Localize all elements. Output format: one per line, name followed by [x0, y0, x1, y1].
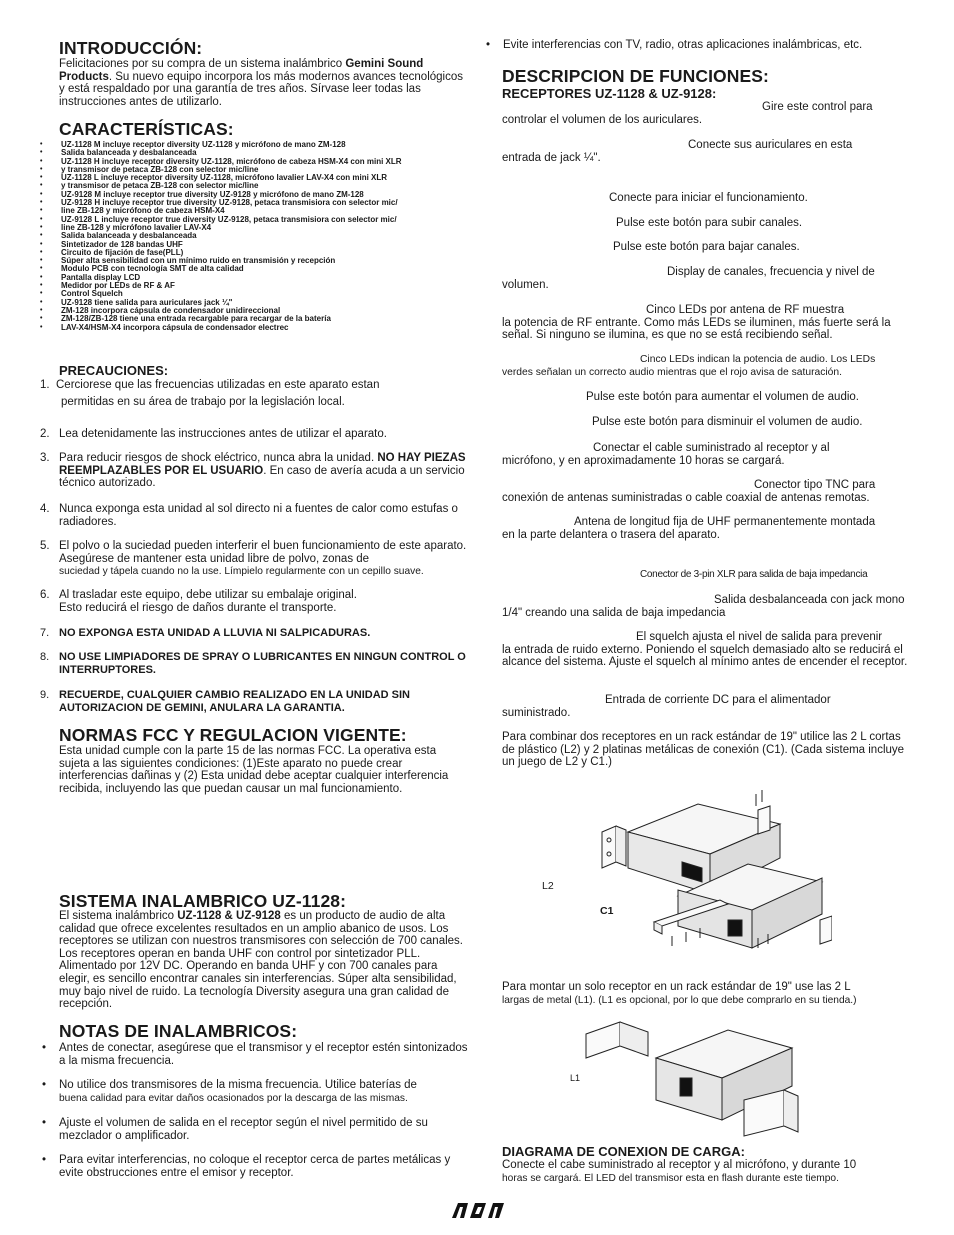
features-list: [40, 141, 402, 332]
single-rack-mount-diagram: [576, 1016, 806, 1140]
system-title: SISTEMA INALAMBRICO UZ-1128:: [59, 891, 347, 911]
feature-item: • y transmisor de petaca ZB-128 con selector mic/line: [40, 166, 402, 174]
feature-item: • Salida balanceada y desbalanceada: [40, 149, 402, 157]
feature-item: • Sintetizador de 128 bandas UHF: [40, 241, 402, 249]
dual-rack-mount-diagram: [532, 784, 832, 954]
note-item-2: • No utilice dos transmisores de la misma frecuencia. Utilice baterías de buena calidad para evitar daños ocasionados por la descarga de las mismas.: [42, 1079, 417, 1104]
charge-diagram-title: DIAGRAMA DE CONEXION DE CARGA:: [502, 1144, 745, 1159]
single-rack-text: Para montar un solo receptor en un rack estándar de 19" use las 2 L largas de metal (L1). (L1 es opcional, por lo que debe comprarlo en su tienda.): [502, 981, 857, 1006]
note-item-3: • Ajuste el volumen de salida en el receptor según el nivel permitido de su mezclador o amplificador.: [42, 1117, 428, 1142]
rack-text: Para combinar dos receptores en un rack estándar de 19" utilice las 2 L cortas de plástico (L2) y 2 platinas metálicas de conexión (C1). (Cada sistema incluye un juego de L2 y C1.): [502, 731, 905, 769]
feature-item: • UZ-1128 L incluye receptor diversity UZ-1128, micrófono lavalier LAV-X4 con mini XLR: [40, 174, 402, 182]
function-display: Display de canales, frecuencia y nivel de volumen.: [502, 266, 875, 291]
feature-item: • Modulo PCB con tecnología SMT de alta calidad: [40, 265, 402, 273]
feature-item: • UZ-1128 M incluye receptor diversity UZ-1128 y micrófono de mano ZM-128: [40, 141, 402, 149]
function-dc-input: Entrada de corriente DC para el alimentador suministrado.: [502, 694, 831, 719]
precaution-item-9: 9. RECUERDE, CUALQUIER CAMBIO REALIZADO EN LA UNIDAD SIN AUTORIZACION DE GEMINI, ANULARA LA GARANTIA.: [40, 689, 410, 714]
feature-item: • y transmisor de petaca ZB-128 con selector mic/line: [40, 182, 402, 190]
label-l1: L1: [570, 1073, 581, 1083]
notes-title: NOTAS DE INALAMBRICOS:: [59, 1021, 298, 1041]
brand-name: Gemini Sound Products: [59, 58, 424, 83]
feature-item: • line ZB-128 y micrófono lavalier LAV-X4: [40, 224, 402, 232]
feature-item: • Control Squelch: [40, 290, 402, 298]
function-power: Conecte para iniciar el funcionamiento.: [609, 192, 808, 204]
feature-item: • line ZB-128 y micrófono de cabeza HSM-X4: [40, 207, 402, 215]
feature-item: • ZM-128/ZB-128 tiene una entrada recargable para recargar de la batería: [40, 315, 402, 323]
feature-item: • UZ-1128 H incluye receptor diversity UZ-1128, micrófono de cabeza HSM-X4 con mini XLR: [40, 158, 402, 166]
feature-item: • UZ-9128 tiene salida para auriculares jack ¼": [40, 299, 402, 307]
function-tnc: Conector tipo TNC para conexión de antenas suministradas o cable coaxial de antenas remotas.: [502, 479, 876, 504]
feature-item: • UZ-9128 H incluye receptor true diversity UZ-9128, petaca transmisiora con selector mic/: [40, 199, 402, 207]
function-af-leds: Cinco LEDs indican la potencia de audio. Los LEDs verdes señalan un correcto audio mientras que el rojo avisa de saturación.: [502, 354, 876, 378]
feature-item: • Pantalla display LCD: [40, 274, 402, 282]
fcc-title: NORMAS FCC Y REGULACION VIGENTE:: [59, 725, 407, 745]
feature-item: • UZ-9128 L incluye receptor true diversity UZ-9128, petaca transmisiora con selector mic/: [40, 216, 402, 224]
precaution-item-4: 4. Nunca exponga esta unidad al sol directo ni a fuentes de calor como estufas o radiadores.: [40, 503, 458, 528]
precautions-title: PRECAUCIONES:: [59, 363, 169, 378]
features-title: CARACTERÍSTICAS:: [59, 119, 234, 139]
functions-title: DESCRIPCION DE FUNCIONES:: [502, 66, 769, 86]
page-logo-icon: [450, 1200, 506, 1220]
note-item-1: • Antes de conectar, asegúrese que el transmisor y el receptor estén sintonizados a la misma frecuencia.: [42, 1042, 468, 1067]
function-headphone-volume: Gire este control para controlar el volumen de los auriculares.: [502, 101, 873, 126]
feature-item: • UZ-9128 M incluye receptor true diversity UZ-9128 y micrófono de mano ZM-128: [40, 191, 402, 199]
fcc-text: Esta unidad cumple con la parte 15 de las normas FCC. La operativa esta sujeta a las siguientes condiciones: (1)Este aparato no puede crear interferencias dañinas y (2) Esta unidad debe aceptar cualquier interferencia recibida, incluyendo las que puedan causar un mal funcionamiento.: [59, 745, 449, 795]
function-xlr: Conector de 3-pin XLR para salida de baja impedancia: [640, 569, 868, 580]
function-jack-out: Salida desbalanceada con jack mono 1/4" creando una salida de baja impedancia: [502, 594, 905, 619]
function-headphone-jack: Conecte sus auriculares en esta entrada de jack ¼".: [502, 139, 853, 164]
precaution-item-3: 3. Para reducir riesgos de shock eléctrico, nunca abra la unidad. NO HAY PIEZAS REEMPLAZABLES POR EL USUARIO. En caso de avería acuda a un servicio técnico autorizado.: [40, 452, 466, 490]
intro-title: INTRODUCCIÓN:: [59, 38, 203, 58]
feature-item: • ZM-128 incorpora cápsula de condensador unidireccional: [40, 307, 402, 315]
function-antenna: Antena de longitud fija de UHF permanentemente montada en la parte delantera o trasera del aparato.: [502, 516, 876, 541]
intro-text: Felicitaciones por su compra de un sistema inalámbrico Gemini Sound Products. Su nuevo equipo incorpora los más modernos avances tecnológicos y está respaldado por una garantía de tres años. Sírvase leer todas las instrucciones antes de utilizarlo.: [59, 58, 463, 108]
function-rf-leds: Cinco LEDs por antena de RF muestra la potencia de RF entrante. Como más LEDs se iluminen, más fuerte será la señal. Si ninguno se ilumina, es que no se está recibiendo señal.: [502, 304, 891, 342]
precaution-item-5: 5. El polvo o la suciedad pueden interferir el buen funcionamiento de este aparato. Asegúrese de mantener esta unidad libre de polvo, zonas de suciedad y tápela cuando no la use. Límpielo regularmente con un cepillo suave.: [40, 540, 467, 578]
system-text: El sistema inalámbrico UZ-1128 & UZ-9128 es un producto de audio de alta calidad que ofrece excelentes resultados en un amplio abanico de usos. Los receptores se utilizan con nuestros transmisores con selección de 700 canales. Los receptores operan en banda UHF con control por sintetizador PLL. Alimentado por 12V DC. Operando en banda UHF y con 700 canales para elegir, es sencillo encontrar canales sin interferencias. Súper alta sensibilidad, muy bajo nivel de ruido. La tecnología Diversity asegura una gran calidad de recepción.: [59, 910, 463, 1011]
receivers-subtitle: RECEPTORES UZ-1128 & UZ-9128:: [502, 86, 717, 101]
function-charge: Conectar el cable suministrado al receptor y al micrófono, y en aproximadamente 10 horas se cargará.: [502, 442, 830, 467]
note-item-4: • Para evitar interferencias, no coloque el receptor cerca de partes metálicas y evite obstrucciones entre el emisor y receptor.: [42, 1154, 451, 1179]
precaution-item-1: 1. Cerciorese que las frecuencias utilizadas en este aparato estan: [40, 379, 380, 391]
feature-item: • Medidor por LEDs de RF & AF: [40, 282, 402, 290]
function-volume-up: Pulse este botón para aumentar el volumen de audio.: [586, 391, 859, 403]
label-l2: L2: [542, 880, 554, 892]
function-squelch: El squelch ajusta el nivel de salida para prevenir la entrada de ruido externo. Poniendo el squelch demasiado alto se reducirá el alcance del sistema. Ajuste el squelch al mínimo antes de encender el receptor.: [502, 631, 908, 669]
feature-item: • Circuito de fijación de fase(PLL): [40, 249, 402, 257]
feature-item: • LAV-X4/HSM-X4 incorpora cápsula de condensador electrec: [40, 324, 402, 332]
label-c1: C1: [600, 905, 614, 917]
charge-diagram-text: Conecte el cabe suministrado al receptor y al micrófono, y durante 10 horas se cargará. El LED del transmisor esta en flash durante este tiempo.: [502, 1159, 857, 1184]
precaution-item-7: 7. NO EXPONGA ESTA UNIDAD A LLUVIA NI SALPICADURAS.: [40, 627, 371, 639]
function-volume-down: Pulse este botón para disminuir el volumen de audio.: [592, 416, 863, 428]
precaution-item-8: 8. NO USE LIMPIADORES DE SPRAY O LUBRICANTES EN NINGUN CONTROL O INTERRUPTORES.: [40, 651, 466, 676]
precaution-item-6: 6. Al trasladar este equipo, debe utilizar su embalaje original. Esto reducirá el riesgo de daños durante el transporte.: [40, 589, 357, 614]
precaution-item-2: 2. Lea detenidamente las instrucciones antes de utilizar el aparato.: [40, 428, 387, 440]
feature-item: • Súper alta sensibilidad con un mínimo ruido en transmisión y recepción: [40, 257, 402, 265]
feature-item: • Salida balanceada y desbalanceada: [40, 232, 402, 240]
function-channel-up: Pulse este botón para subir canales.: [616, 217, 803, 229]
function-channel-down: Pulse este botón para bajar canales.: [613, 241, 800, 253]
precaution-item-1b: permitidas en su área de trabajo por la legislación local.: [61, 396, 345, 408]
top-bullet: • Evite interferencias con TV, radio, otras aplicaciones inalámbricas, etc.: [486, 39, 863, 51]
